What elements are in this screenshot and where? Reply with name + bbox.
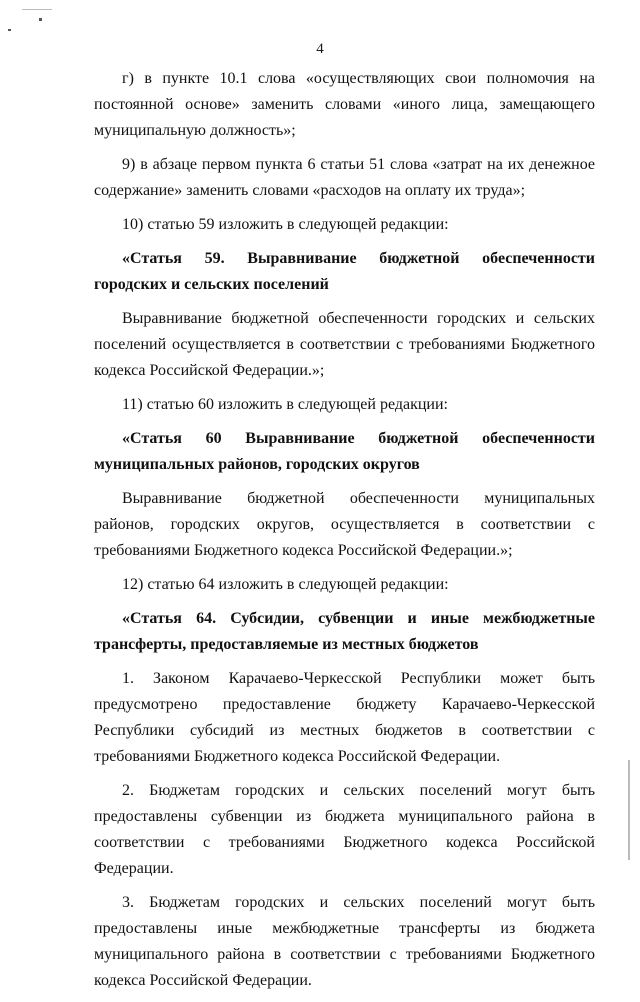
paragraph: Выравнивание бюджетной обеспеченности городских и сельских поселений осуществляется в соответствии с требованиями Бюджетного кодекса Российской Федерации.»; xyxy=(94,310,595,379)
article-heading: «Статья 64. Субсидии, субвенции и иные межбюджетные трансферты, предоставляемые из местных бюджетов xyxy=(94,610,595,653)
paragraph: 12) статью 64 изложить в следующей редакции: xyxy=(122,576,449,593)
scan-mark xyxy=(39,18,42,21)
scan-edge-mark xyxy=(628,760,630,860)
scan-mark xyxy=(8,29,11,31)
paragraph: 10) статью 59 изложить в следующей редакции: xyxy=(122,216,449,233)
paragraph: 1. Законом Карачаево-Черкесской Республики может быть предусмотрено предоставление бюджету Карачаево-Черкесской Республики субсидий из местных бюджетов в соответствии с требованиями Бюджетного кодекса Российской Федерации. xyxy=(94,670,595,765)
paragraph: 3. Бюджетам городских и сельских поселений могут быть предоставлены иные межбюджетные трансферты из бюджета муниципального района в соответствии с требованиями Бюджетного кодекса Российской Федерации. xyxy=(94,894,595,989)
paragraph: 9) в абзаце первом пункта 6 статьи 51 слова «затрат на их денежное содержание» заменить словами «расходов на оплату их труда»; xyxy=(94,156,595,199)
paragraph: Выравнивание бюджетной обеспеченности муниципальных районов, городских округов, осуществляется в соответствии с требованиями Бюджетного кодекса Российской Федерации.»; xyxy=(94,490,595,559)
article-heading: «Статья 59. Выравнивание бюджетной обеспеченности городских и сельских поселений xyxy=(94,250,595,293)
page-number: 4 xyxy=(316,41,324,57)
paragraph: 2. Бюджетам городских и сельских поселений могут быть предоставлены субвенции из бюджета муниципального района в соответствии с требованиями Бюджетного кодекса Российской Федерации. xyxy=(94,782,595,877)
scan-mark xyxy=(22,9,52,10)
article-heading: «Статья 60 Выравнивание бюджетной обеспеченности муниципальных районов, городских округов xyxy=(94,430,595,473)
paragraph: 11) статью 60 изложить в следующей редакции: xyxy=(122,396,448,413)
paragraph: г) в пункте 10.1 слова «осуществляющих свои полномочия на постоянной основе» заменить словами «иного лица, замещающего муниципальную должность»; xyxy=(94,70,595,139)
document-body xyxy=(94,66,595,1002)
